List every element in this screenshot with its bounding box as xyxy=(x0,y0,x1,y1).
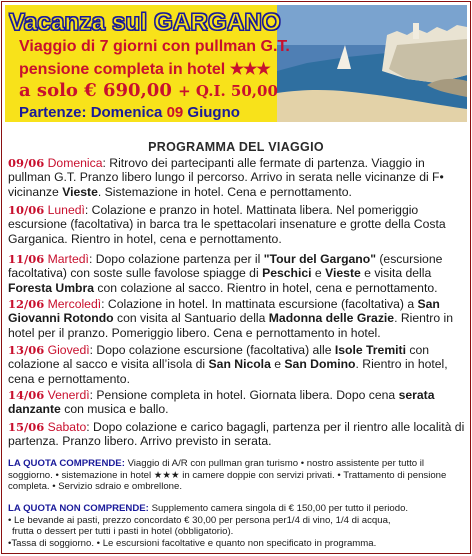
banner-title: Vacanza sul GARGANO xyxy=(9,9,281,36)
day-item: 15/06 Sabato: Dopo colazione e carico bagagli, partenza per il rientro alle località di partenza. Pranzo libero. Arrivo previsto in serata. xyxy=(8,420,465,449)
place-name: Foresta Umbra xyxy=(8,280,95,295)
day-date: 10/06 xyxy=(8,203,45,217)
day-date: 13/06 xyxy=(8,343,45,357)
day-text: Dopo colazione partenza per il xyxy=(95,252,261,266)
day-date: 09/06 xyxy=(8,156,45,170)
place-name: Vieste xyxy=(62,184,98,199)
day-text: . Rientro in hotel per il pranzo. Pomeriggio libero. Cena e pernottamento in hotel. xyxy=(8,311,454,340)
day-date: 15/06 xyxy=(8,420,45,434)
day-text: . Rientro in hotel, cena e pernottamento. xyxy=(8,357,448,386)
day-name: Domenica xyxy=(47,156,103,170)
price-line xyxy=(19,80,278,101)
place-name: Peschici xyxy=(262,266,312,281)
day-text: Dopo colazione escursione (facoltativa) alle xyxy=(96,343,332,357)
day-text: e xyxy=(314,266,322,281)
trip-duration-line: Viaggio di 7 giorni con pullman G.T. xyxy=(19,38,290,55)
coastal-town-photo xyxy=(277,5,467,122)
price-main: a solo € 690,00 xyxy=(19,80,172,101)
day-name: Martedì xyxy=(47,252,89,266)
flyer xyxy=(1,1,471,554)
day-item: 12/06 Mercoledì: Colazione in hotel. In mattinata escursione (facoltativa) a San Giovanni Rotondo con visita al Santuario della Madonna delle Grazie. Rientro in hotel per il pranzo. Pomeriggio libero. Cena e pernottamento in hotel. xyxy=(8,297,454,340)
day-name: Mercoledì xyxy=(47,297,102,311)
quota-excluded-label: LA QUOTA NON COMPRENDE: xyxy=(8,503,149,514)
day-text-end: . Sistemazione in hotel. Cena e pernottamento. xyxy=(97,184,352,199)
place-name: Vieste xyxy=(325,266,361,281)
price-qi: + Q.I. 50,00 xyxy=(178,82,278,100)
day-name: Lunedì xyxy=(47,203,85,217)
day-date: 11/06 xyxy=(8,252,45,266)
program-title: PROGRAMMA DEL VIAGGIO xyxy=(148,140,324,154)
quota-included xyxy=(8,458,466,493)
hotel-stars: ★★★ xyxy=(229,61,270,78)
quota-excluded-line: frutta o dessert per tutti i pasti in hotel (obbligatorio). xyxy=(12,526,234,537)
day-text: con colazione al sacco e visita all’isola di xyxy=(8,343,430,372)
departure-line xyxy=(19,104,240,121)
day-date: 12/06 xyxy=(8,297,45,311)
event-name: serata danzante xyxy=(8,388,435,417)
day-text: (escursione facoltativa) con soste sulle favolose spiagge di xyxy=(8,252,443,281)
place-name: Isole Tremiti xyxy=(334,343,406,357)
place-name: San Giovanni Rotondo xyxy=(8,297,440,326)
day-item: 10/06 Lunedì: Colazione e pranzo in hotel. Mattinata libera. Nel pomeriggio escursione (facoltativa) in barca tra le spettacolari insenature e grotte della Costa Garganica. Rientro in hotel, cena e pernottamento. xyxy=(8,203,446,246)
day-text: Dopo colazione e carico bagagli, partenza per il rientro alle località di partenza. Pranzo libero. Arrivo previsto in serata. xyxy=(8,420,465,449)
place-name: Madonna delle Grazie xyxy=(268,311,395,326)
day-text: con visita al Santuario della xyxy=(117,311,266,326)
quota-included-label: LA QUOTA COMPRENDE: xyxy=(8,458,125,469)
day-text: con colazione al sacco. Rientro in hotel, cena e pernottamento. xyxy=(97,280,438,295)
day-date: 14/06 xyxy=(8,388,45,402)
place-name: "Tour del Gargano" xyxy=(263,252,376,266)
day-item: 11/06 Martedì: Dopo colazione partenza per il "Tour del Gargano" (escursione facoltativa) con soste sulle favolose spiagge di Peschici e Vieste e visita della Foresta Umbra con colazione al sacco. Rientro in hotel, cena e pernottamento. xyxy=(8,252,443,295)
board-line xyxy=(19,59,270,79)
quota-included-text: Viaggio di A/R con pullman gran turismo • nostro assistente per tutto il soggiorno. • sistemazione in hotel ★★★ in camere doppie con servizi privati. • Trattamento di pensione completa. • Servizio sdraio e ombrellone. xyxy=(8,458,447,492)
quota-excluded-first-line xyxy=(8,503,466,515)
day-text: Pensione completa in hotel. Giornata libera. Dopo cena xyxy=(96,388,396,402)
day-item: 14/06 Venerdì: Pensione completa in hotel. Giornata libera. Dopo cena serata danzante con musica e ballo. xyxy=(8,388,435,417)
quota-excluded-line: •Tassa di soggiorno. • Le escursioni facoltative e quanto non specificato in programma. xyxy=(8,537,377,549)
quota-excluded-line: • Le bevande ai pasti, prezzo concordato € 30,00 per persona per1/4 di vino, 1/4 di acqua, xyxy=(8,514,391,526)
day-name: Venerdì xyxy=(47,388,90,402)
board-text: pensione completa in hotel xyxy=(19,61,226,78)
place-name: San Domino xyxy=(284,357,356,372)
day-text: con musica e ballo. xyxy=(64,402,169,417)
departure-date: 09 xyxy=(166,104,184,121)
day-text: e visita della xyxy=(364,266,432,281)
day-item: 09/06 Domenica: Ritrovo dei partecipanti alle fermate di partenza. Viaggio in pullman G.T. Pranzo libero lungo il percorso. Arrivo in serata nelle vicinanze di F• vicinanze Vieste. Sistemazione in hotel. Cena e pernottamento. xyxy=(8,156,444,199)
quota-excluded-text: Supplemento camera singola di € 150,00 per tutto il periodo. xyxy=(151,503,409,514)
header-banner xyxy=(5,5,467,122)
day-text: Colazione in hotel. In mattinata escursione (facoltativa) a xyxy=(107,297,415,311)
departure-month: Giugno xyxy=(187,104,240,121)
day-text: Colazione e pranzo in hotel. Mattinata libera. Nel pomeriggio escursione (facoltativa) in barca tra le spettacolari insenature e grotte della Costa Garganica. Rientro in hotel, cena e pernottamento. xyxy=(8,203,446,246)
day-text: Ritrovo dei partecipanti alle fermate di partenza. Viaggio in pullman G.T. Pranzo libero lungo il percorso. Arrivo in serata nelle vicinanze di F• vicinanze xyxy=(8,156,444,199)
departure-label: Partenze: Domenica xyxy=(19,104,163,121)
day-name: Giovedì xyxy=(47,343,90,357)
day-item: 13/06 Giovedì: Dopo colazione escursione (facoltativa) alle Isole Tremiti con colazione al sacco e visita all’isola di San Nicola e San Domino. Rientro in hotel, cena e pernottamento. xyxy=(8,343,448,386)
place-name: San Nicola xyxy=(208,357,271,372)
quota-excluded xyxy=(8,503,466,549)
day-name: Sabato xyxy=(47,420,87,434)
day-text: e xyxy=(274,357,282,372)
